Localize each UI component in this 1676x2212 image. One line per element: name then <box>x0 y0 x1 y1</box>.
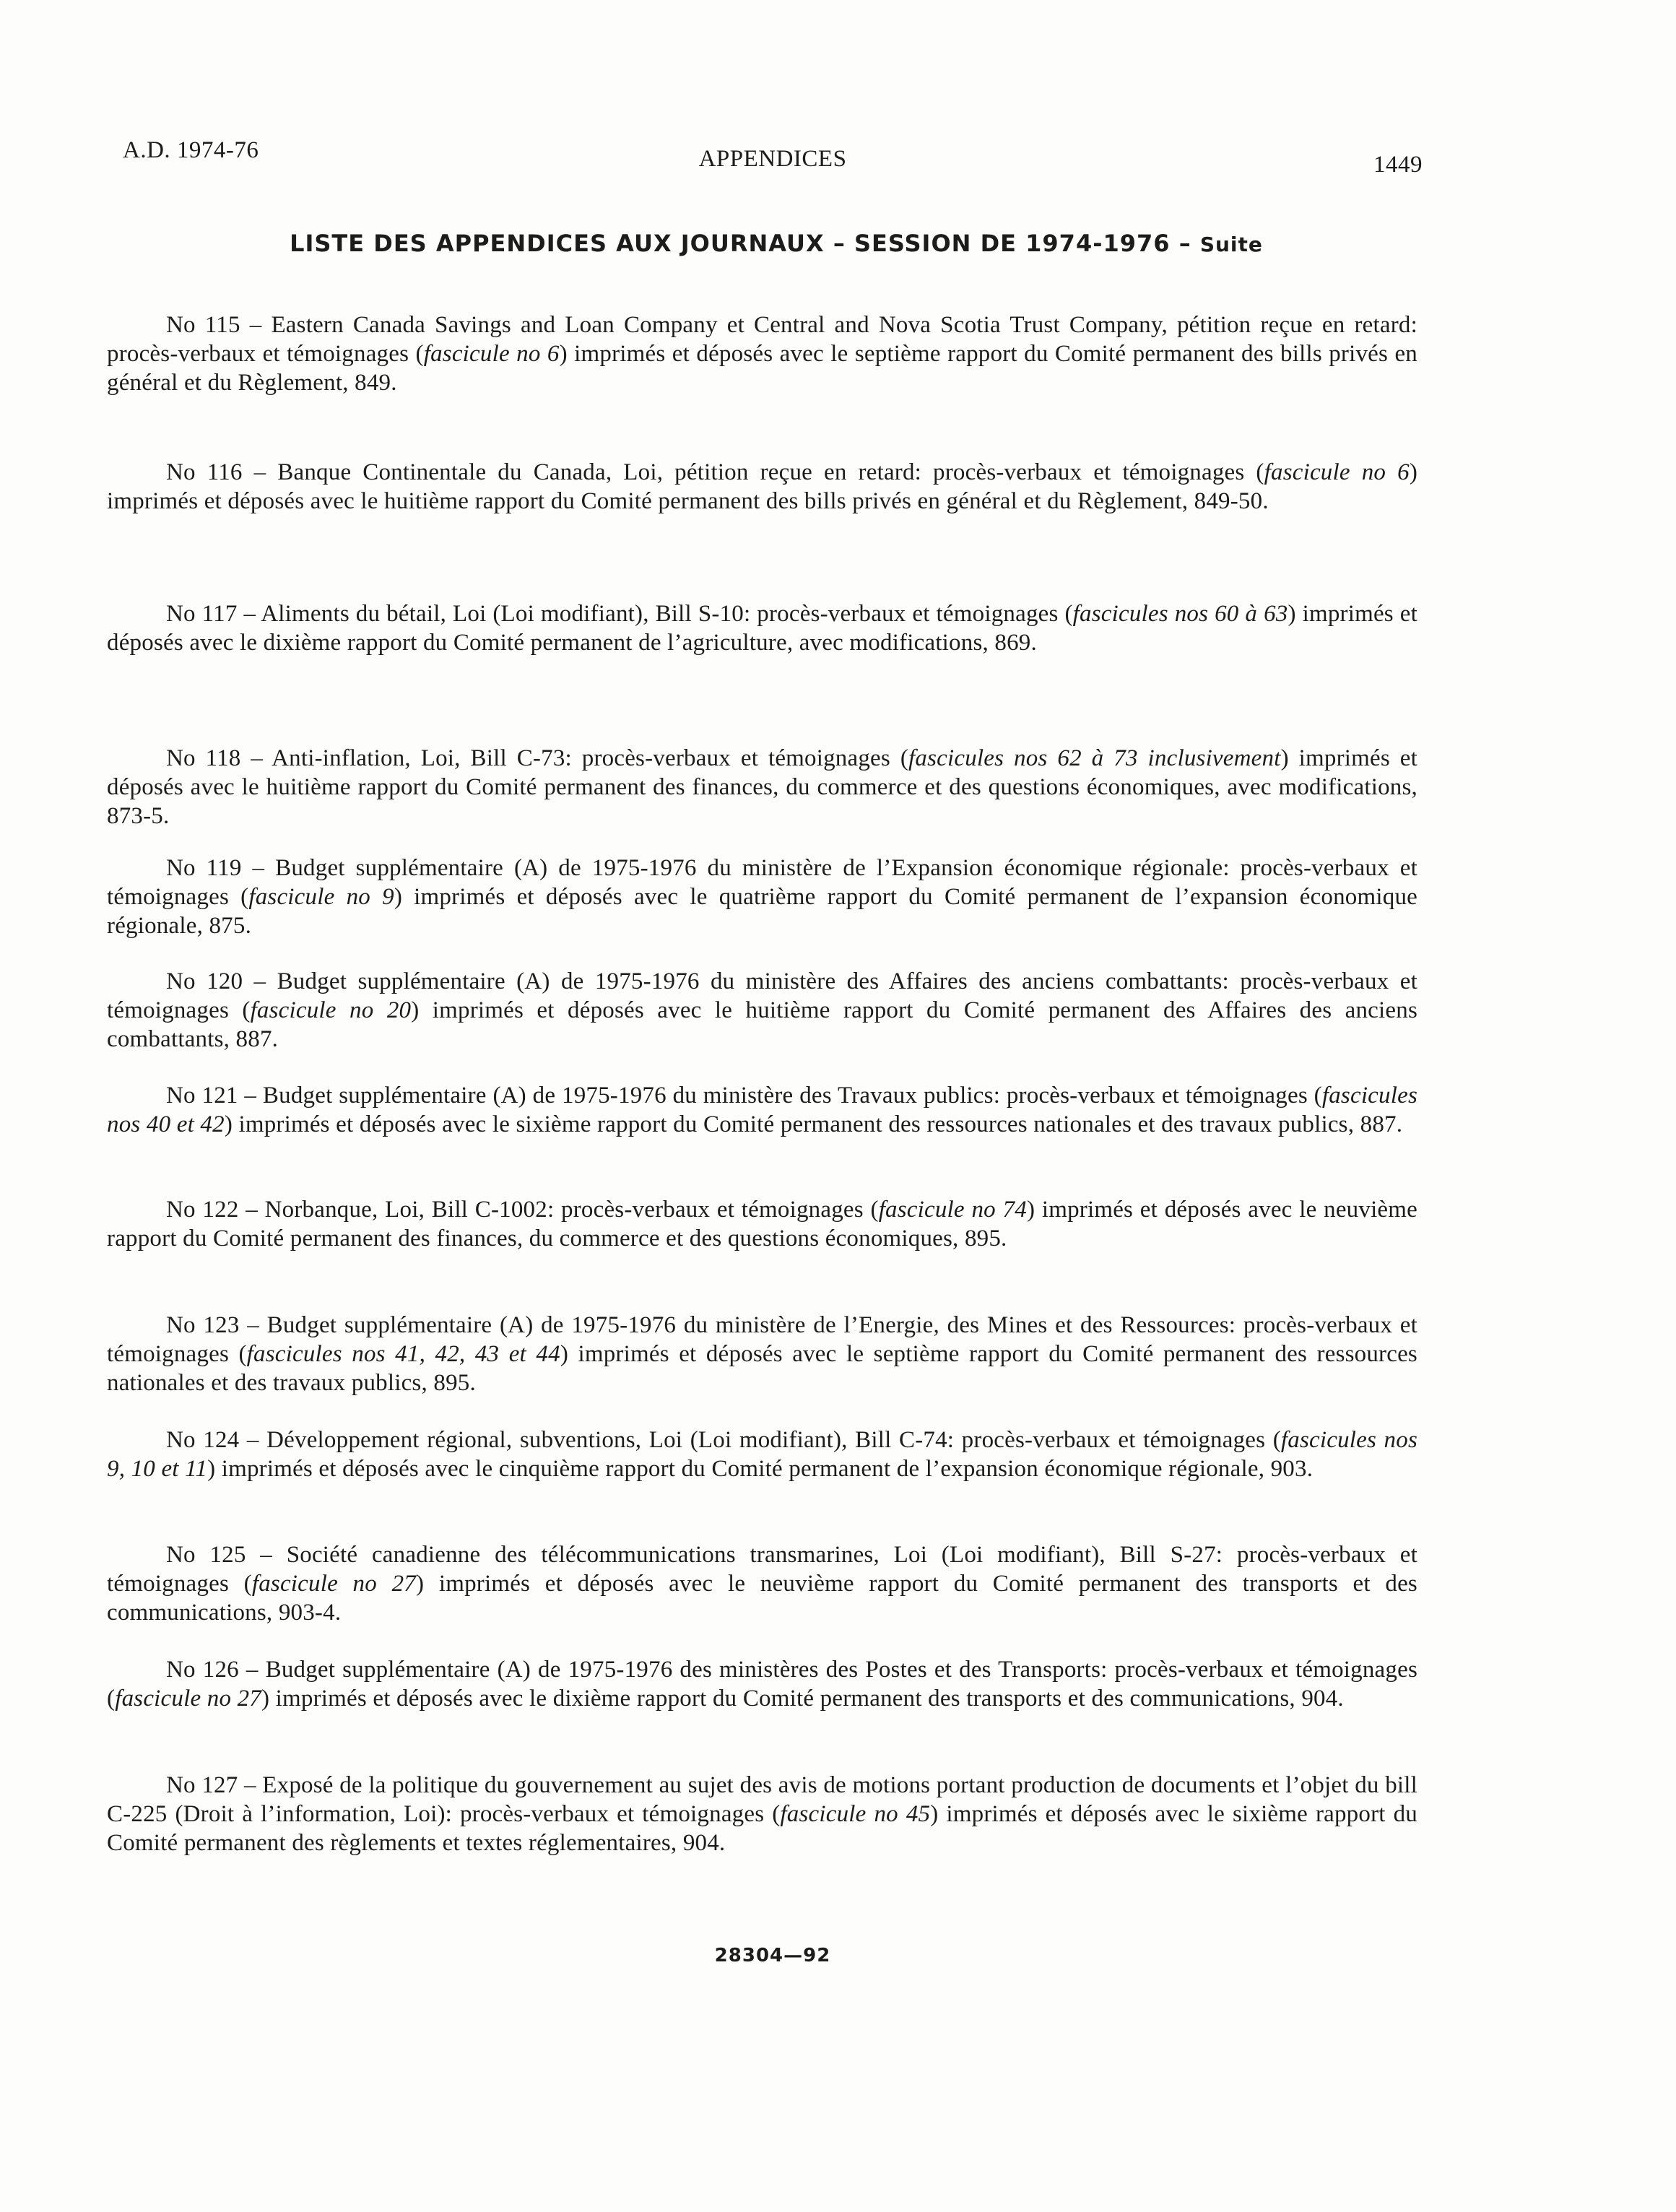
appendix-entry-117: No 117 – Aliments du bétail, Loi (Loi modifiant), Bill S-10: procès-verbaux et témoignages (fascicules nos 60 à 63) imprimés et déposés avec le dixième rapport du Comité permanent de l’agriculture, avec modifications, 869. <box>107 601 1417 656</box>
appendix-entry-122: No 122 – Norbanque, Loi, Bill C-1002: procès-verbaux et témoignages (fascicule no 74) imprimés et déposés avec le neuvième rapport du Comité permanent des finances, du commerce et des questions économiques, 895. <box>107 1197 1417 1252</box>
appendix-entry-120: No 120 – Budget supplémentaire (A) de 1975-1976 du ministère des Affaires des anciens combattants: procès-verbaux et témoignages (fascicule no 20) imprimés et déposés avec le huitième rapport du Comité permanent des Affaires des anciens combattants, 887. <box>107 968 1417 1052</box>
section-heading: APPENDICES <box>698 146 847 172</box>
appendix-entry-116: No 116 – Banque Continentale du Canada, Loi, pétition reçue en retard: procès-verbaux et témoignages (fascicule no 6) imprimés et déposés avec le huitième rapport du Comité permanent des bills privés en général et du Règlement, 849-50. <box>107 459 1418 514</box>
list-title-suffix: Suite <box>1199 233 1263 256</box>
appendix-entry-121: No 121 – Budget supplémentaire (A) de 1975-1976 du ministère des Travaux publics: procès-verbaux et témoignages (fascicules nos 40 et 42) imprimés et déposés avec le sixième rapport du Comité permanent des ressources nationales et des travaux publics, 887. <box>107 1083 1417 1137</box>
running-head <box>123 137 1423 181</box>
list-title <box>123 230 1430 257</box>
session-years: A.D. 1974-76 <box>123 137 259 163</box>
footer-printer-code: 28304—92 <box>714 1945 831 1966</box>
appendix-entry-125: No 125 – Société canadienne des télécommunications transmarines, Loi (Loi modifiant), Bill S-27: procès-verbaux et témoignages (fascicule no 27) imprimés et déposés avec le neuvième rapport du Comité permanent des transports et des communications, 903-4. <box>107 1542 1417 1626</box>
appendix-entry-127: No 127 – Exposé de la politique du gouvernement au sujet des avis de motions portant production de documents et l’objet du bill C-225 (Droit à l’information, Loi): procès-verbaux et témoignages (fascicule no 45) imprimés et déposés avec le sixième rapport du Comité permanent des règlements et textes réglementaires, 904. <box>107 1772 1417 1856</box>
list-title-main: LISTE DES APPENDICES AUX JOURNAUX – SESSION DE 1974-1976 – <box>290 230 1191 257</box>
appendix-entry-123: No 123 – Budget supplémentaire (A) de 1975-1976 du ministère de l’Energie, des Mines et des Ressources: procès-verbaux et témoignages (fascicules nos 41, 42, 43 et 44) imprimés et déposés avec le septième rapport du Comité permanent des ressources nationales et des travaux publics, 895. <box>107 1312 1417 1396</box>
appendix-entry-119: No 119 – Budget supplémentaire (A) de 1975-1976 du ministère de l’Expansion économique régionale: procès-verbaux et témoignages (fascicule no 9) imprimés et déposés avec le quatrième rapport du Comité permanent de l’expansion économique régionale, 875. <box>107 855 1417 939</box>
appendix-entry-126: No 126 – Budget supplémentaire (A) de 1975-1976 des ministères des Postes et des Transports: procès-verbaux et témoignages (fascicule no 27) imprimés et déposés avec le dixième rapport du Comité permanent des transports et des communications, 904. <box>107 1657 1417 1712</box>
appendix-entry-115: No 115 – Eastern Canada Savings and Loan Company et Central and Nova Scotia Trust Company, pétition reçue en retard: procès-verbaux et témoignages (fascicule no 6) imprimés et déposés avec le septième rapport du Comité permanent des bills privés en général et du Règlement, 849. <box>107 312 1417 396</box>
appendix-entry-124: No 124 – Développement régional, subventions, Loi (Loi modifiant), Bill C-74: procès-verbaux et témoignages (fascicules nos 9, 10 et 11) imprimés et déposés avec le cinquième rapport du Comité permanent de l’expansion économique régionale, 903. <box>107 1427 1417 1482</box>
page-number: 1449 <box>1373 152 1423 178</box>
appendix-entry-118: No 118 – Anti-inflation, Loi, Bill C-73: procès-verbaux et témoignages (fascicules nos 62 à 73 inclusivement) imprimés et déposés avec le huitième rapport du Comité permanent des finances, du commerce et des questions économiques, avec modifications, 873-5. <box>107 745 1418 829</box>
